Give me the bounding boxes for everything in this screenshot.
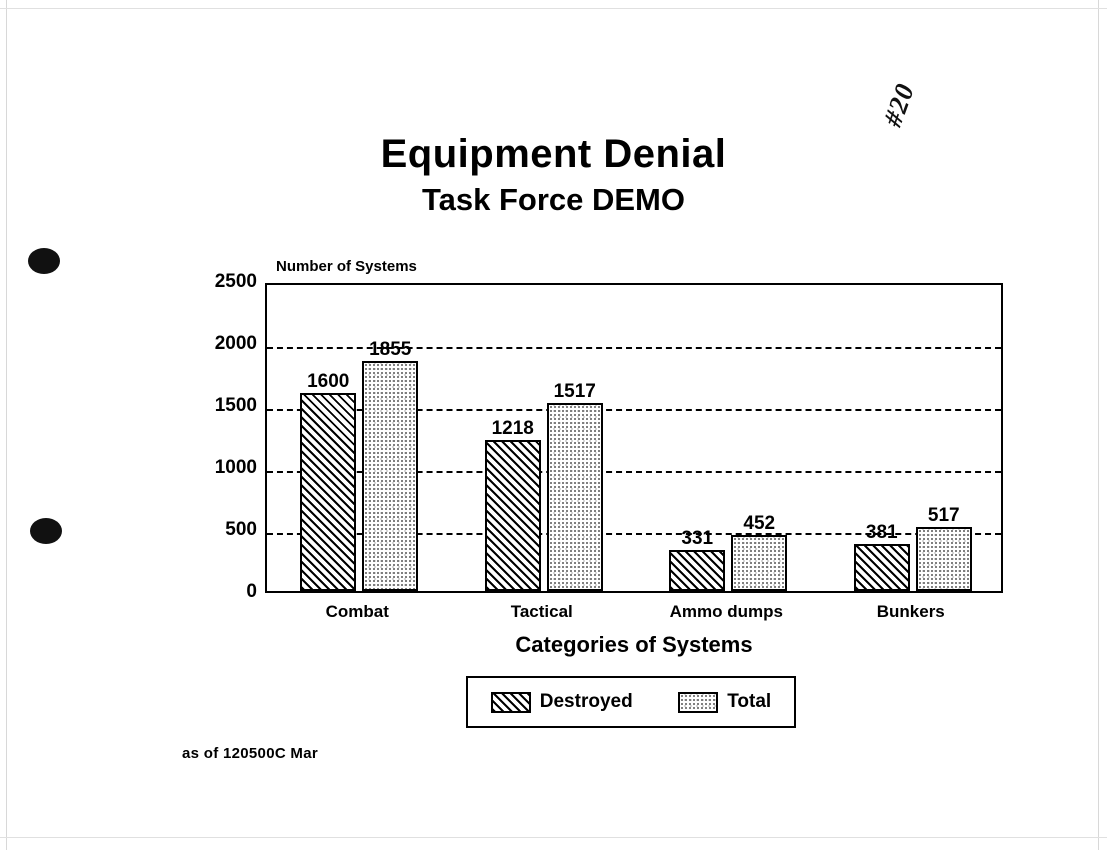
- bar-destroyed: [485, 440, 541, 591]
- x-axis-tick-label: Bunkers: [876, 602, 945, 621]
- bar-total: [362, 361, 418, 591]
- chart-legend: [466, 676, 796, 728]
- page-edge-top: [0, 8, 1107, 9]
- legend-label-destroyed: Destroyed: [539, 691, 633, 712]
- page-edge-left: [6, 0, 7, 850]
- bar-destroyed: [300, 393, 356, 591]
- bar-total: [731, 535, 787, 591]
- legend-entry-total: [678, 691, 771, 713]
- bar-total: [916, 527, 972, 591]
- y-axis-tick-label: 0: [246, 581, 257, 602]
- bar-value-label: 1855: [369, 338, 412, 360]
- y-axis-tick-labels: [195, 271, 257, 602]
- y-axis-title: Number of Systems: [276, 258, 417, 275]
- page-subtitle: Task Force DEMO: [421, 182, 685, 217]
- bar-value-label: 331: [681, 527, 714, 549]
- y-axis-tick-label: 500: [225, 519, 257, 540]
- x-axis-title: Categories of Systems: [515, 632, 753, 657]
- hole-punch-mark-bottom: [30, 518, 62, 544]
- x-axis-tick-label: Combat: [325, 602, 389, 621]
- bar-value-label: 1517: [553, 380, 596, 402]
- legend-entry-destroyed: [491, 691, 633, 713]
- bar-value-label: 1218: [491, 417, 534, 439]
- page-title: Equipment Denial: [380, 132, 727, 176]
- page-edge-right: [1098, 0, 1099, 850]
- x-axis-tick-label: Ammo dumps: [669, 602, 783, 621]
- y-axis-tick-label: 2500: [214, 271, 257, 292]
- page-edge-bottom: [0, 837, 1107, 838]
- handwritten-annotation: #20: [877, 79, 921, 131]
- bar-total: [547, 403, 603, 591]
- legend-swatch-total: [678, 692, 718, 713]
- bar-value-label: 517: [927, 504, 960, 526]
- legend-swatch-destroyed: [491, 692, 531, 713]
- y-axis-tick-label: 1000: [214, 457, 257, 478]
- bar-destroyed: [854, 544, 910, 591]
- hole-punch-mark-top: [28, 248, 60, 274]
- bar-value-label: 1600: [307, 370, 350, 392]
- chart-plot-area: [265, 283, 1003, 593]
- x-axis-tick-label: Tactical: [510, 602, 573, 621]
- bar-value-label: 452: [743, 512, 776, 534]
- footnote: as of 120500C Mar: [182, 745, 319, 762]
- bar-destroyed: [669, 550, 725, 591]
- legend-label-total: Total: [727, 691, 772, 712]
- y-axis-tick-label: 1500: [214, 395, 257, 416]
- bar-value-label: 381: [865, 521, 898, 543]
- y-axis-tick-label: 2000: [214, 333, 257, 354]
